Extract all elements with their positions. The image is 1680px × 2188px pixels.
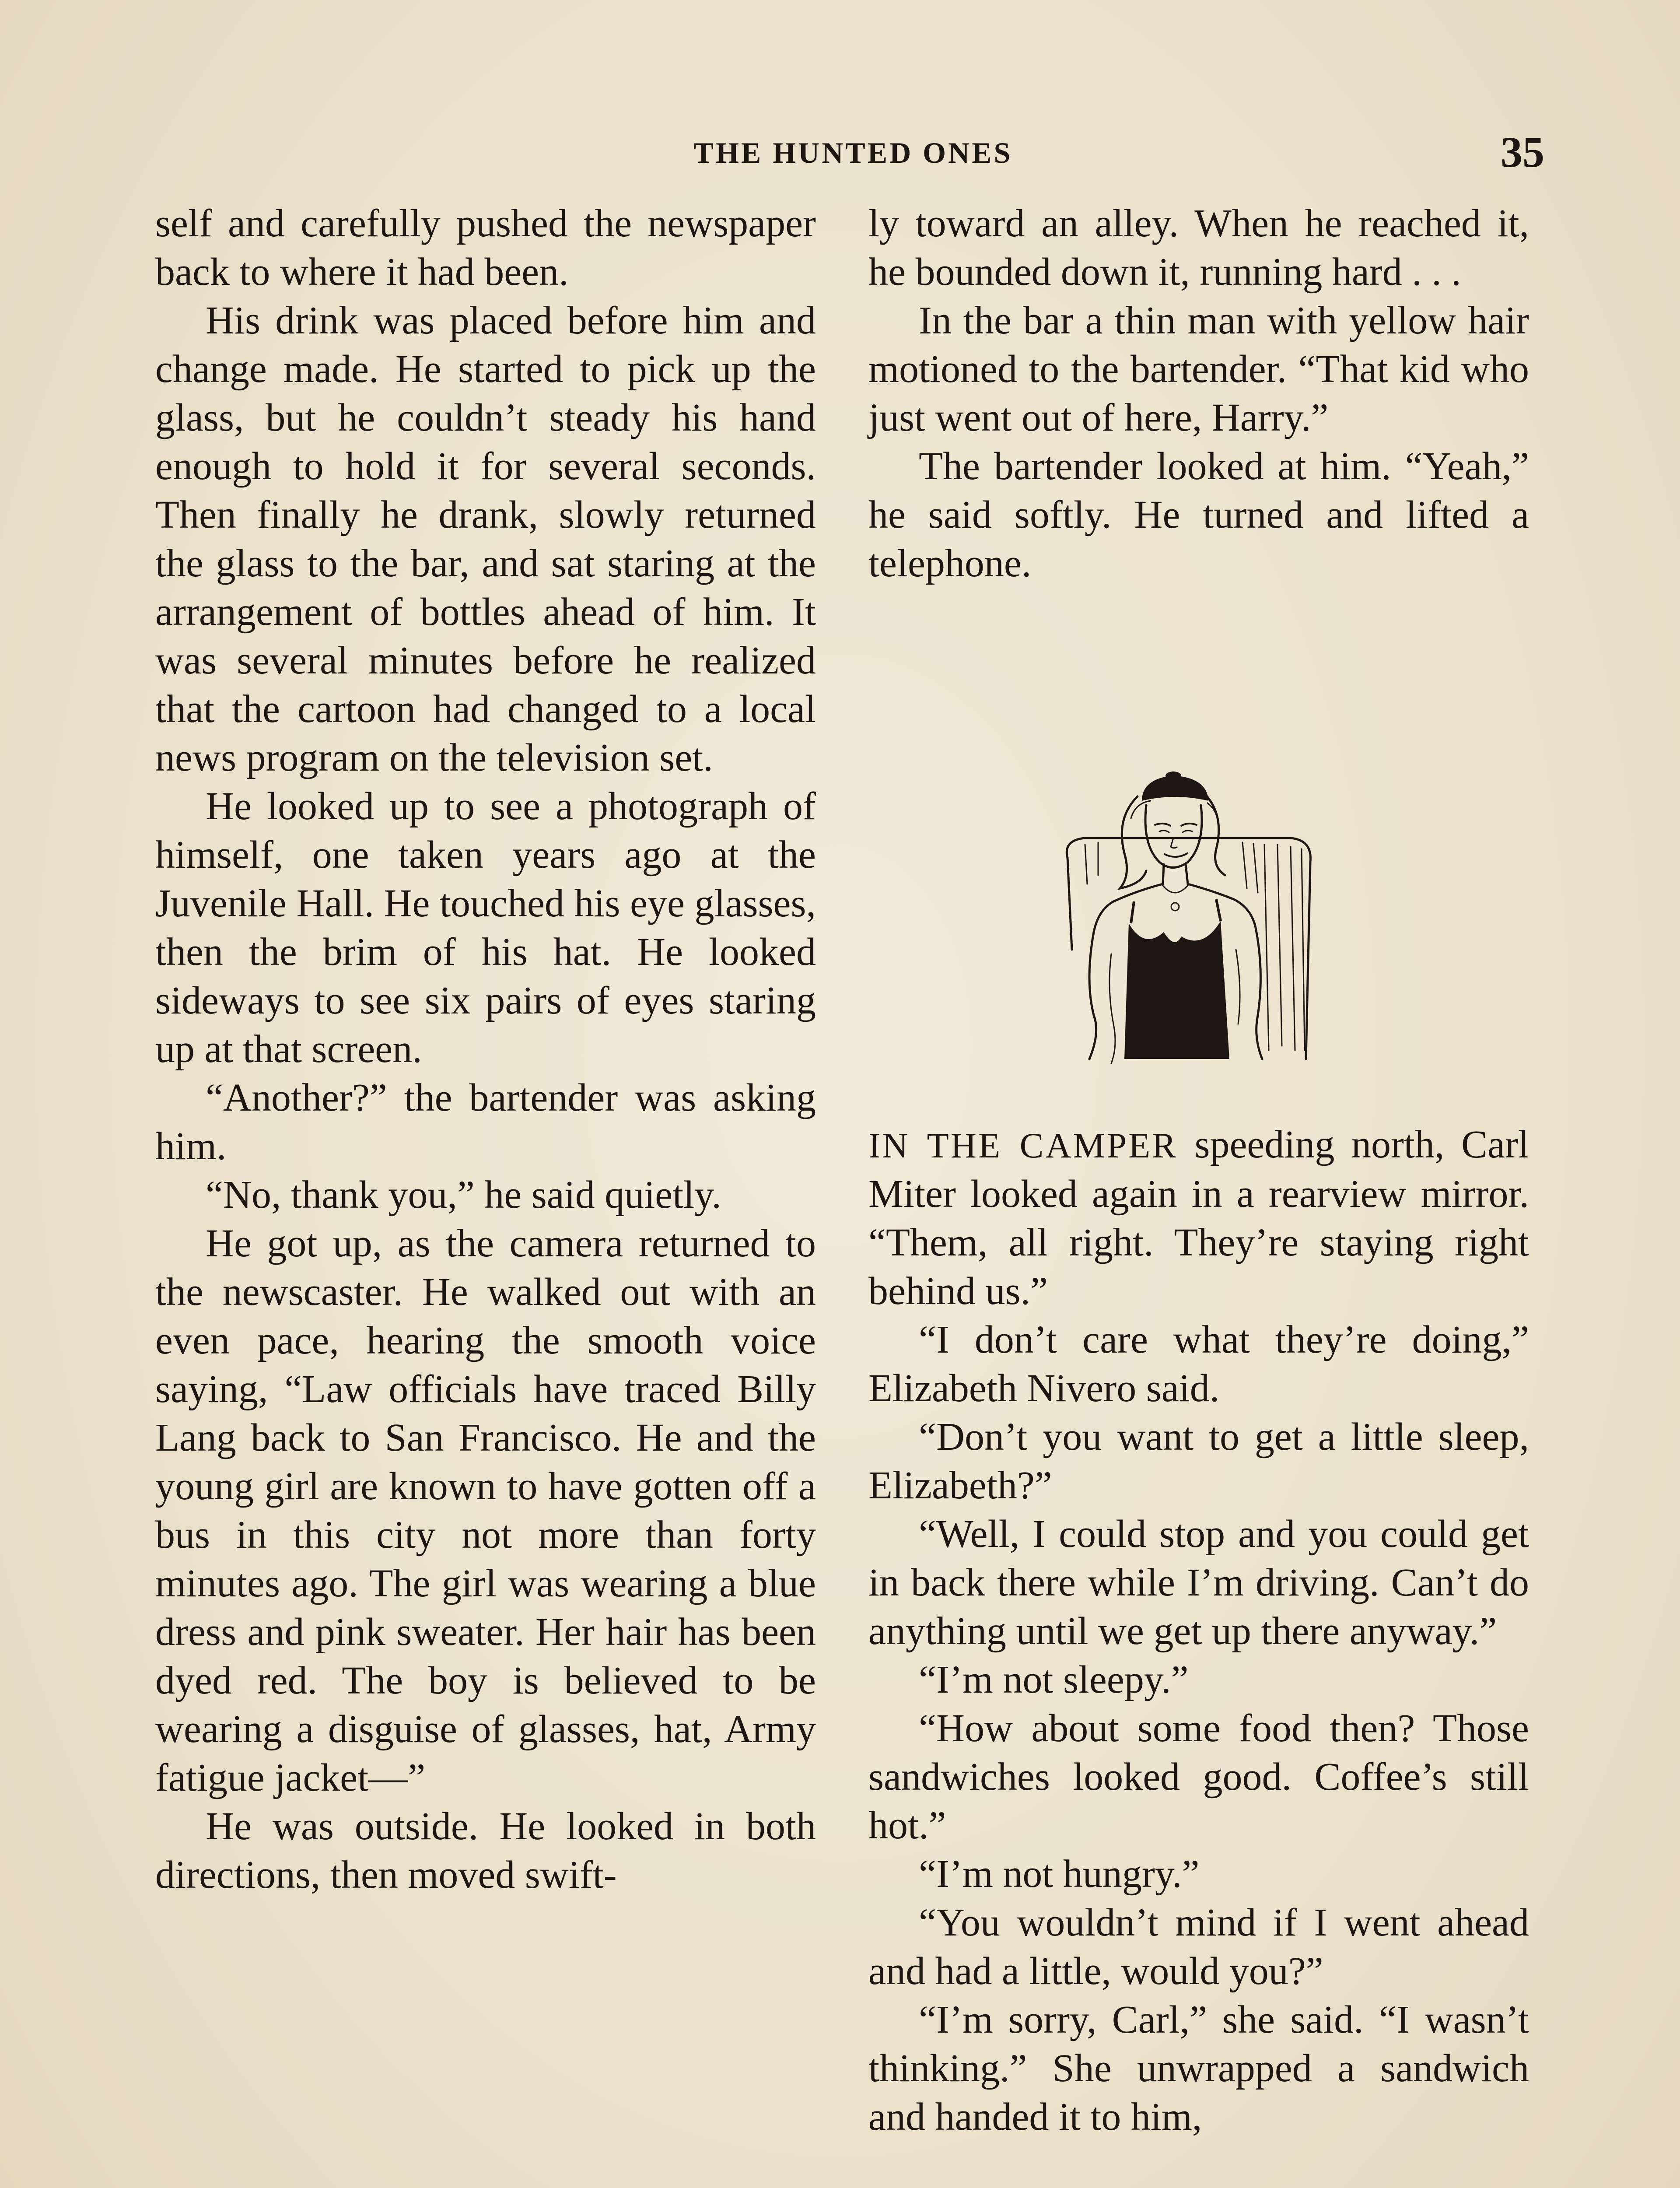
paragraph: “Another?” the bartender was asking him. [155, 1076, 816, 1168]
right-column-bottom [868, 1120, 1529, 2141]
paragraph: He got up, as the camera returned to the newscaster. He walked out with an even pace, hearing the smooth voice saying, “Law officials have traced Billy Lang back to San Francisco. He and the young girl are known to have gotten off a bus in this city not more than forty minutes ago. The girl was wearing a blue dress and pink sweater. Her hair has been dyed red. The boy is believed to be wearing a disguise of glasses, hat, Army fatigue jacket—” [155, 1222, 816, 1799]
paragraph: “I’m sorry, Carl,” she said. “I wasn’t thinking.” She unwrapped a sandwich and handed it to him, [868, 1998, 1529, 2139]
paragraph: self and carefully pushed the newspaper back to where it had been. [155, 202, 816, 294]
paragraph: “How about some food then? Those sandwiches looked good. Coffee’s still hot.” [868, 1707, 1529, 1847]
section-lead-smallcaps: IN THE CAMPER [868, 1126, 1178, 1165]
running-title: THE HUNTED ONES [693, 136, 1013, 169]
paragraph: “No, thank you,” he said quietly. [206, 1173, 721, 1217]
paragraph: He looked up to see a photograph of himself, one taken years ago at the Juvenile Hall. He touched his eye glasses, then the brim of his hat. He looked sideways to see six pairs of eyes staring up at that screen. [155, 785, 816, 1071]
paragraph: “Well, I could stop and you could get in back there while I’m driving. Can’t do anything until we get up there anyway.” [868, 1512, 1529, 1653]
paragraph: “I don’t care what they’re doing,” Elizabeth Nivero said. [868, 1318, 1529, 1410]
paragraph: ly toward an alley. When he reached it, he bounded down it, running hard . . . [868, 202, 1529, 294]
paragraph: The bartender looked at him. “Yeah,” he said softly. He turned and lifted a telephone. [868, 445, 1529, 585]
paragraph: He was outside. He looked in both directions, then moved swift- [155, 1805, 816, 1897]
paragraph: In the bar a thin man with yellow hair motioned to the bartender. “That kid who just went out of here, Harry.” [868, 299, 1529, 439]
page-number: 35 [1501, 128, 1544, 176]
section-opening-paragraph [868, 1120, 1529, 1315]
paragraph: His drink was placed before him and change made. He started to pick up the glass, but he couldn’t steady his hand enough to hold it for several seconds. Then finally he drank, slowly returned the glass to the bar, and sat staring at the arrangement of bottles ahead of him. It was several minutes before he realized that the cartoon had changed to a local news program on the television set. [155, 299, 816, 779]
paragraph: “I’m not hungry.” [919, 1852, 1200, 1896]
right-column-top [868, 199, 1529, 588]
woman-in-chair-drawing-icon [1037, 744, 1343, 1076]
paragraph: “Don’t you want to get a little sleep, Elizabeth?” [868, 1415, 1529, 1507]
paragraph: “I’m not sleepy.” [919, 1658, 1189, 1701]
left-column [155, 199, 816, 1899]
paragraph: “You wouldn’t mind if I went ahead and had a little, would you?” [868, 1901, 1529, 1993]
section-lead-text: speeding north, Carl Miter looked again in a rearview mirror. “Them, all right. They’re staying right behind us.” [868, 1123, 1529, 1313]
